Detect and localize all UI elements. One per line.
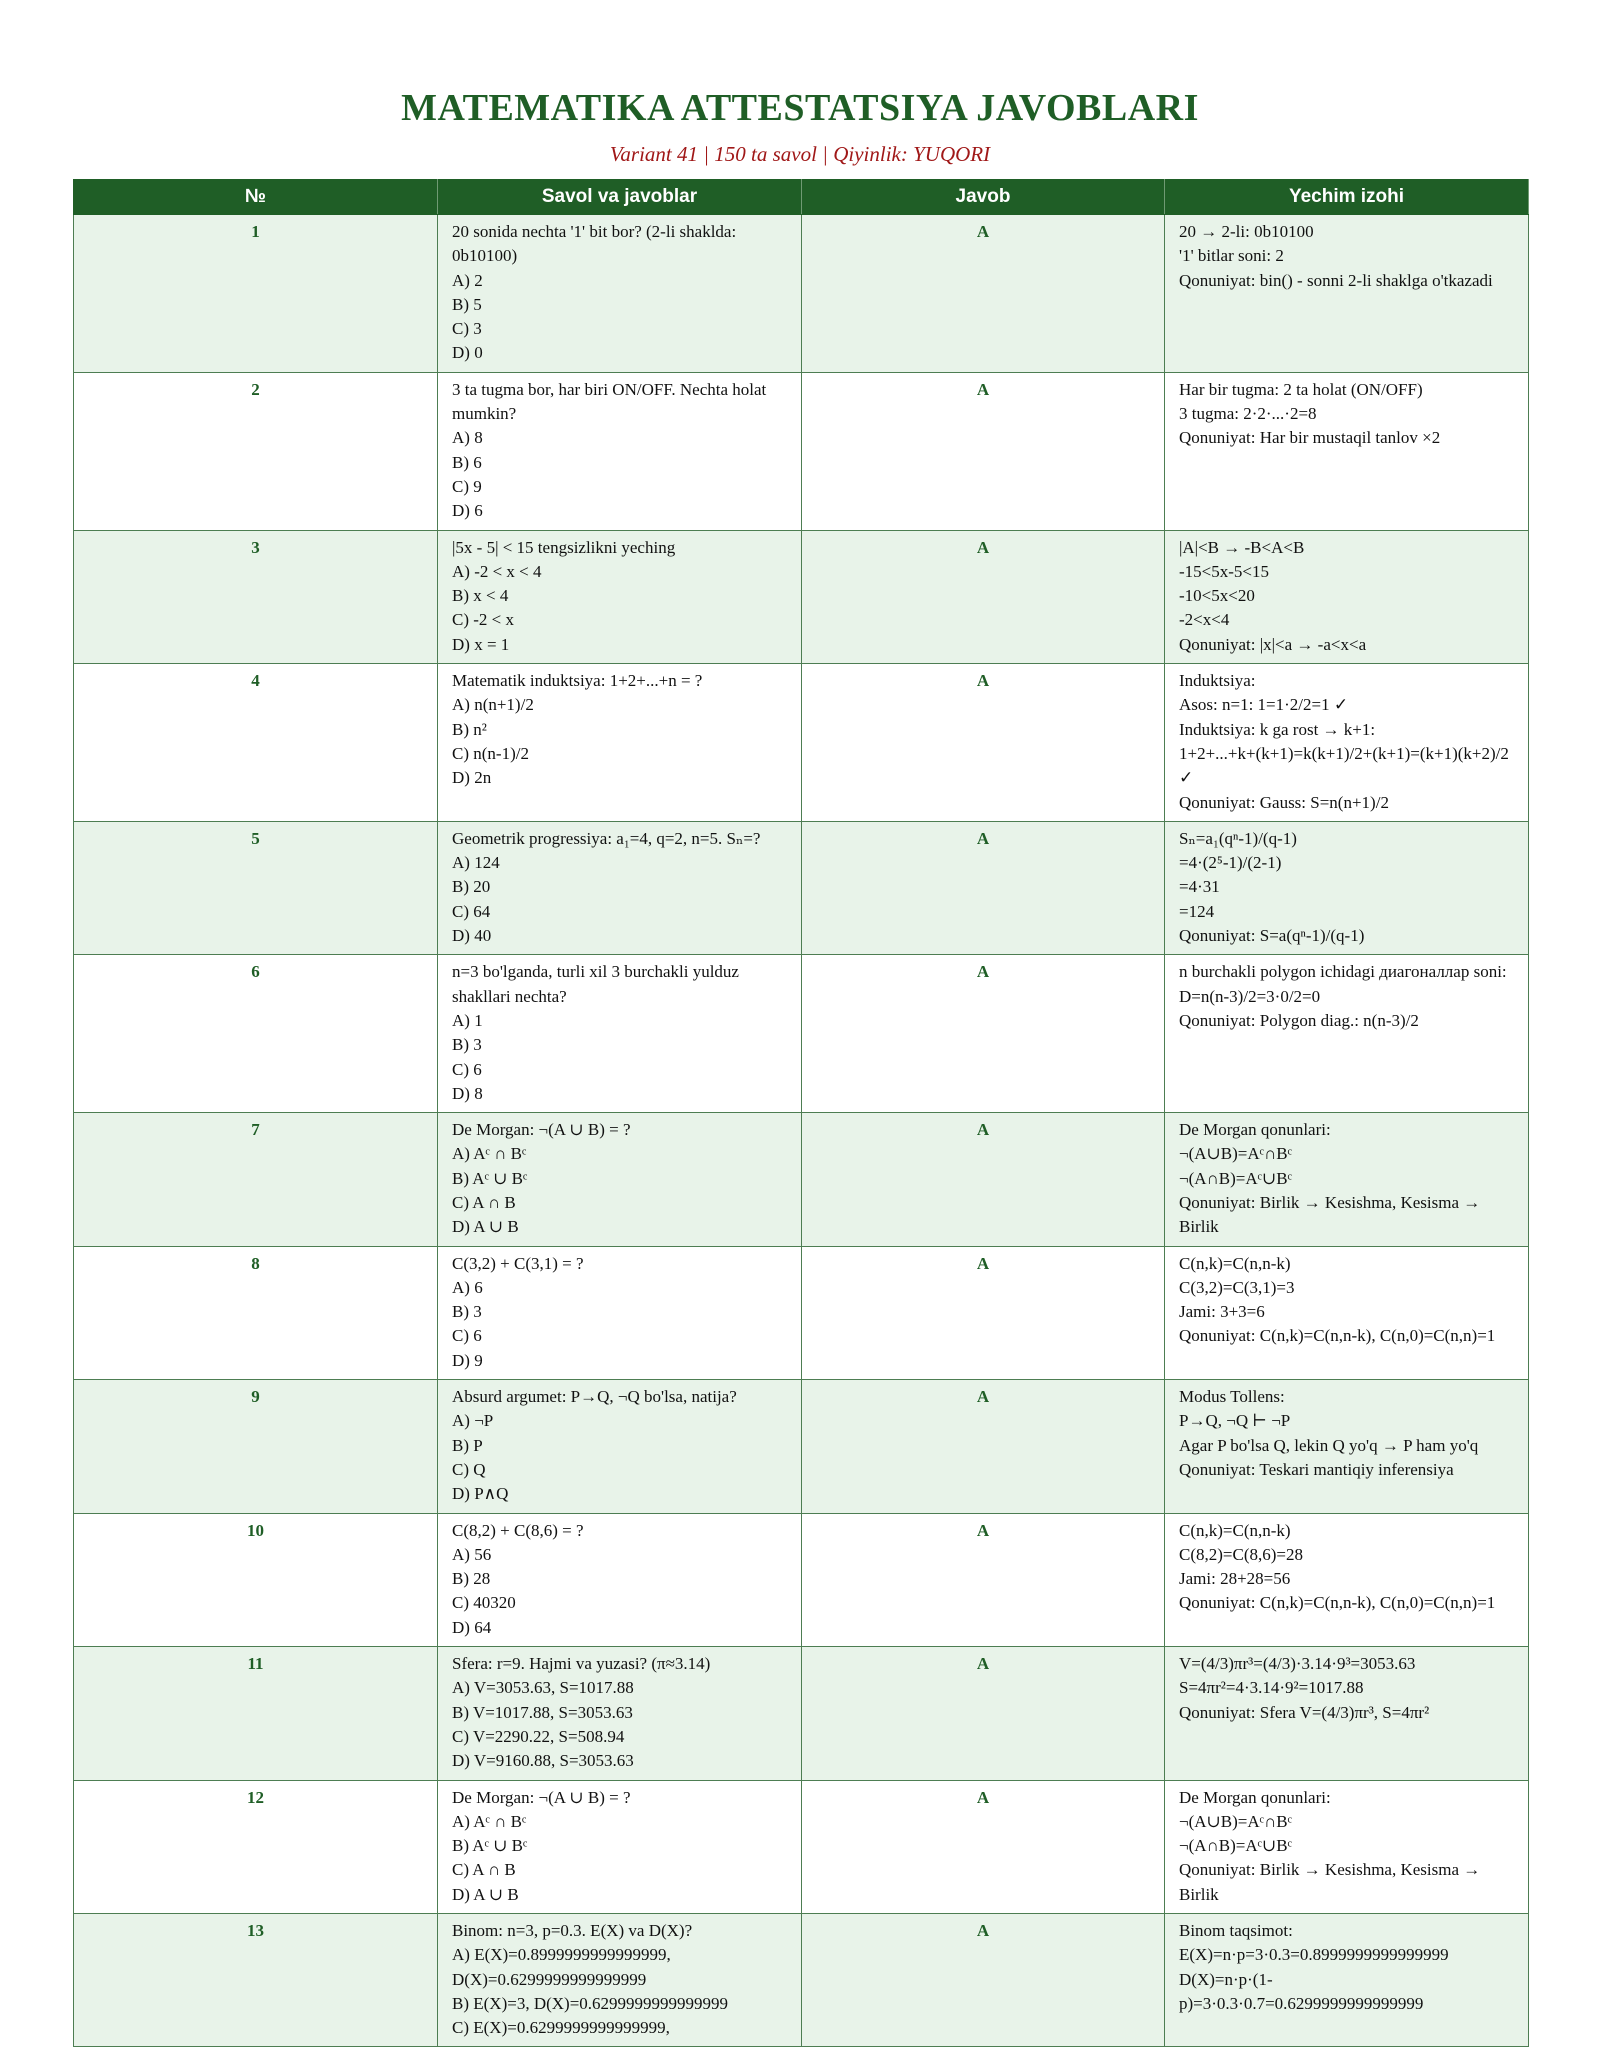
question-text: De Morgan: ¬(A ∪ B) = ? — [452, 1120, 631, 1140]
explanation-line: Sₙ=a₁(qⁿ-1)/(q-1) — [1179, 828, 1297, 848]
correct-answer: A — [802, 1380, 1165, 1513]
question-cell — [438, 372, 802, 530]
question-text: 20 sonida nechta '1' bit bor? (2-li shaklda: 0b10100) — [452, 222, 737, 266]
question-text: Sfera: r=9. Hajmi va yuzasi? (π≈3.14) — [452, 1654, 711, 1674]
question-number: 8 — [74, 1246, 438, 1379]
table-row — [74, 530, 1529, 663]
explanation-line: =4·(2⁵-1)/(2-1) — [1179, 853, 1282, 873]
answer-option: B) Aᶜ ∪ Bᶜ — [452, 1836, 528, 1856]
answer-option: D) V=9160.88, S=3053.63 — [452, 1751, 634, 1771]
correct-answer: A — [802, 1113, 1165, 1246]
question-cell — [438, 1246, 802, 1379]
answer-option: C) E(X)=0.6299999999999999, — [452, 2018, 670, 2038]
answer-option: D) x = 1 — [452, 634, 510, 654]
explanation-line: ¬(A∩B)=Aᶜ∪Bᶜ — [1179, 1168, 1292, 1188]
answer-option: C) Q — [452, 1459, 486, 1479]
answer-option: D) 9 — [452, 1350, 483, 1370]
answer-option: B) 3 — [452, 1302, 482, 1322]
question-cell — [438, 530, 802, 663]
answer-option: B) n² — [452, 719, 487, 739]
explanation-line: 3 tugma: 2·2·...·2=8 — [1179, 404, 1317, 424]
question-text: De Morgan: ¬(A ∪ B) = ? — [452, 1787, 631, 1807]
answer-option: A) 1 — [452, 1010, 483, 1030]
explanation-cell — [1165, 372, 1529, 530]
table-row — [74, 215, 1529, 373]
answer-option: D) 64 — [452, 1617, 492, 1637]
correct-answer: A — [802, 215, 1165, 373]
question-text: |5x - 5| < 15 tengsizlikni yeching — [452, 537, 676, 557]
explanation-line: Jami: 28+28=56 — [1179, 1569, 1291, 1589]
answer-option: D) 2n — [452, 768, 492, 788]
correct-answer: A — [802, 821, 1165, 954]
page-subtitle: Variant 41 | 150 ta savol | Qiyinlik: YUQORI — [609, 142, 991, 166]
answer-option: D) A ∪ B — [452, 1217, 519, 1237]
table-row — [74, 1380, 1529, 1513]
question-cell — [438, 1647, 802, 1780]
answer-option: A) 8 — [452, 428, 483, 448]
explanation-line: Qonuniyat: C(n,k)=C(n,n-k), C(n,0)=C(n,n)=1 — [1179, 1593, 1496, 1613]
explanation-line: Qonuniyat: Polygon diag.: n(n-3)/2 — [1179, 1010, 1419, 1030]
explanation-line: C(n,k)=C(n,n-k) — [1179, 1253, 1291, 1273]
explanation-line: Qonuniyat: S=a(qⁿ-1)/(q-1) — [1179, 926, 1365, 946]
explanation-line: Modus Tollens: — [1179, 1387, 1285, 1407]
answer-option: B) 28 — [452, 1569, 491, 1589]
answer-option: A) 2 — [452, 270, 483, 290]
question-cell — [438, 215, 802, 373]
question-number: 4 — [74, 664, 438, 822]
explanation-cell — [1165, 1246, 1529, 1379]
question-number: 10 — [74, 1513, 438, 1646]
column-header-number: № — [74, 180, 438, 215]
explanation-line: ¬(A∪B)=Aᶜ∩Bᶜ — [1179, 1811, 1292, 1831]
explanation-cell — [1165, 215, 1529, 373]
answer-option: D) 40 — [452, 926, 492, 946]
explanation-line: -15<5x-5<15 — [1179, 561, 1269, 581]
answer-option: C) n(n-1)/2 — [452, 743, 529, 763]
correct-answer: A — [802, 1914, 1165, 2047]
answer-option: B) V=1017.88, S=3053.63 — [452, 1702, 633, 1722]
explanation-line: Agar P bo'lsa Q, lekin Q yo'q → P ham yo'q — [1179, 1435, 1479, 1455]
explanation-cell — [1165, 1380, 1529, 1513]
answer-option: C) 3 — [452, 319, 482, 339]
answer-option: C) 40320 — [452, 1593, 516, 1613]
correct-answer: A — [802, 372, 1165, 530]
answer-option: D) A ∪ B — [452, 1884, 519, 1904]
correct-answer: A — [802, 1513, 1165, 1646]
correct-answer: A — [802, 1246, 1165, 1379]
question-text: n=3 bo'lganda, turli xil 3 burchakli yulduz shakllari nechta? — [452, 962, 739, 1006]
answer-option: A) 56 — [452, 1544, 492, 1564]
answer-option: B) 5 — [452, 294, 482, 314]
question-number: 7 — [74, 1113, 438, 1246]
explanation-cell — [1165, 955, 1529, 1113]
explanation-cell — [1165, 1513, 1529, 1646]
correct-answer: A — [802, 530, 1165, 663]
table-row — [74, 955, 1529, 1113]
explanation-line: C(3,2)=C(3,1)=3 — [1179, 1277, 1295, 1297]
answer-option: C) -2 < x — [452, 610, 514, 630]
correct-answer: A — [802, 1647, 1165, 1780]
answer-option: A) 6 — [452, 1277, 483, 1297]
answer-option: A) Aᶜ ∩ Bᶜ — [452, 1144, 527, 1164]
answer-option: C) 64 — [452, 901, 491, 921]
question-text: Binom: n=3, p=0.3. E(X) va D(X)? — [452, 1921, 693, 1940]
question-cell — [438, 1113, 802, 1246]
column-header-answer: Javob — [802, 180, 1165, 215]
question-cell — [438, 1513, 802, 1646]
explanation-line: n burchakli polygon ichidagi диагоналлар soni: — [1179, 962, 1507, 982]
table-row — [74, 1113, 1529, 1246]
explanation-line: -2<x<4 — [1179, 610, 1230, 630]
explanation-line: Induktsiya: — [1179, 671, 1256, 691]
explanation-line: Qonuniyat: Sfera V=(4/3)πr³, S=4πr² — [1179, 1702, 1430, 1722]
question-text: Geometrik progressiya: a₁=4, q=2, n=5. Sₙ=? — [452, 828, 761, 848]
table-row — [74, 1780, 1529, 1913]
explanation-cell — [1165, 664, 1529, 822]
answer-option: A) -2 < x < 4 — [452, 561, 542, 581]
question-number: 11 — [74, 1647, 438, 1780]
answer-option: B) Aᶜ ∪ Bᶜ — [452, 1168, 528, 1188]
column-header-explanation: Yechim izohi — [1165, 180, 1529, 215]
explanation-line: P→Q, ¬Q ⊢ ¬P — [1179, 1411, 1291, 1431]
explanation-line: Qonuniyat: bin() - sonni 2-li shaklga o'tkazadi — [1179, 270, 1493, 290]
question-cell — [438, 1380, 802, 1513]
question-number: 9 — [74, 1380, 438, 1513]
answer-option: D) 8 — [452, 1083, 483, 1103]
explanation-line: S=4πr²=4·3.14·9²=1017.88 — [1179, 1678, 1364, 1698]
question-text: Matematik induktsiya: 1+2+...+n = ? — [452, 671, 703, 691]
question-cell — [438, 821, 802, 954]
table-body — [74, 215, 1529, 2047]
explanation-line: ¬(A∪B)=Aᶜ∩Bᶜ — [1179, 1144, 1292, 1164]
table-row — [74, 1914, 1529, 2047]
answer-option: A) Aᶜ ∩ Bᶜ — [452, 1811, 527, 1831]
explanation-line: Qonuniyat: Teskari mantiqiy inferensiya — [1179, 1459, 1454, 1479]
answer-option: C) 6 — [452, 1059, 482, 1079]
answer-option: A) V=3053.63, S=1017.88 — [452, 1678, 634, 1698]
question-cell — [438, 1914, 802, 2047]
answer-option: C) A ∩ B — [452, 1192, 516, 1212]
question-number: 12 — [74, 1780, 438, 1913]
explanation-line: Qonuniyat: |x|<a → -a<x<a — [1179, 634, 1367, 654]
explanation-line: Binom taqsimot: — [1179, 1921, 1293, 1940]
question-number: 3 — [74, 530, 438, 663]
page-title: MATEMATIKA ATTESTATSIYA JAVOBLARI — [401, 87, 1199, 129]
table-row — [74, 821, 1529, 954]
explanation-line: 1+2+...+k+(k+1)=k(k+1)/2+(k+1)=(k+1)(k+2)/2 ✓ — [1179, 743, 1509, 788]
explanation-cell — [1165, 1914, 1529, 2047]
explanation-line: -10<5x<20 — [1179, 586, 1255, 606]
question-text: C(3,2) + C(3,1) = ? — [452, 1253, 584, 1273]
explanation-line: Qonuniyat: Har bir mustaqil tanlov ×2 — [1179, 428, 1441, 448]
explanation-line: Qonuniyat: Birlik → Kesishma, Kesisma → Birlik — [1179, 1192, 1481, 1237]
explanation-line: C(8,2)=C(8,6)=28 — [1179, 1544, 1303, 1564]
question-text: C(8,2) + C(8,6) = ? — [452, 1520, 584, 1540]
question-number: 6 — [74, 955, 438, 1113]
explanation-line: '1' bitlar soni: 2 — [1179, 246, 1284, 266]
explanation-line: Qonuniyat: Gauss: S=n(n+1)/2 — [1179, 792, 1389, 812]
answer-option: B) 6 — [452, 452, 482, 472]
explanation-line: ¬(A∩B)=Aᶜ∪Bᶜ — [1179, 1836, 1292, 1856]
explanation-line: =4·31 — [1179, 877, 1220, 897]
explanation-line: V=(4/3)πr³=(4/3)·3.14·9³=3053.63 — [1179, 1654, 1416, 1674]
explanation-line: De Morgan qonunlari: — [1179, 1120, 1331, 1140]
explanation-cell — [1165, 1113, 1529, 1246]
explanation-line: Har bir tugma: 2 ta holat (ON/OFF) — [1179, 379, 1423, 399]
explanation-cell — [1165, 530, 1529, 663]
answer-option: A) E(X)=0.8999999999999999, D(X)=0.6299999999999999 — [452, 1945, 671, 1989]
explanation-line: C(n,k)=C(n,n-k) — [1179, 1520, 1291, 1540]
answer-option: D) 0 — [452, 343, 483, 363]
question-number: 1 — [74, 215, 438, 373]
question-text: 3 ta tugma bor, har biri ON/OFF. Nechta holat mumkin? — [452, 379, 767, 424]
table-row — [74, 1513, 1529, 1646]
answer-option: A) n(n+1)/2 — [452, 695, 534, 715]
explanation-line: Asos: n=1: 1=1·2/2=1 ✓ — [1179, 695, 1349, 715]
answer-option: D) P∧Q — [452, 1484, 509, 1504]
column-header-question: Savol va javoblar — [438, 180, 802, 215]
question-text: Absurd argumet: P→Q, ¬Q bo'lsa, natija? — [452, 1387, 737, 1407]
correct-answer: A — [802, 664, 1165, 822]
table-row — [74, 1647, 1529, 1780]
explanation-line: Qonuniyat: C(n,k)=C(n,n-k), C(n,0)=C(n,n)=1 — [1179, 1326, 1496, 1346]
explanation-line: De Morgan qonunlari: — [1179, 1787, 1331, 1807]
answer-option: C) A ∩ B — [452, 1860, 516, 1880]
answer-option: B) E(X)=3, D(X)=0.6299999999999999 — [452, 1993, 729, 2013]
correct-answer: A — [802, 1780, 1165, 1913]
answer-option: A) 124 — [452, 853, 500, 873]
question-cell — [438, 664, 802, 822]
explanation-cell — [1165, 1647, 1529, 1780]
question-cell — [438, 955, 802, 1113]
answer-option: D) 6 — [452, 501, 483, 521]
question-number: 5 — [74, 821, 438, 954]
answer-option: B) 3 — [452, 1035, 482, 1055]
question-cell — [438, 1780, 802, 1913]
explanation-line: D=n(n-3)/2=3·0/2=0 — [1179, 986, 1321, 1006]
correct-answer: A — [802, 955, 1165, 1113]
table-header-row — [74, 180, 1529, 215]
question-number: 2 — [74, 372, 438, 530]
answer-option: B) P — [452, 1435, 483, 1455]
table-row — [74, 372, 1529, 530]
explanation-line: Induktsiya: k ga rost → k+1: — [1179, 719, 1376, 739]
explanation-cell — [1165, 1780, 1529, 1913]
answer-option: C) 9 — [452, 476, 482, 496]
explanation-line: |A|<B → -B<A<B — [1179, 537, 1305, 557]
answer-option: C) 6 — [452, 1326, 482, 1346]
answers-table — [73, 179, 1529, 2047]
explanation-line: Qonuniyat: Birlik → Kesishma, Kesisma → Birlik — [1179, 1860, 1481, 1904]
explanation-line: =124 — [1179, 901, 1215, 921]
table-row — [74, 1246, 1529, 1379]
answer-option: B) 20 — [452, 877, 491, 897]
question-number: 13 — [74, 1914, 438, 2047]
answer-option: B) x < 4 — [452, 586, 509, 606]
answer-option: C) V=2290.22, S=508.94 — [452, 1726, 625, 1746]
table-row — [74, 664, 1529, 822]
explanation-line: Jami: 3+3=6 — [1179, 1302, 1265, 1322]
answer-option: A) ¬P — [452, 1411, 494, 1431]
explanation-cell — [1165, 821, 1529, 954]
explanation-line: 20 → 2-li: 0b10100 — [1179, 222, 1314, 241]
explanation-line: E(X)=n·p=3·0.3=0.8999999999999999 — [1179, 1945, 1449, 1965]
explanation-line: D(X)=n·p·(1-p)=3·0.3·0.7=0.6299999999999999 — [1179, 1969, 1424, 2013]
